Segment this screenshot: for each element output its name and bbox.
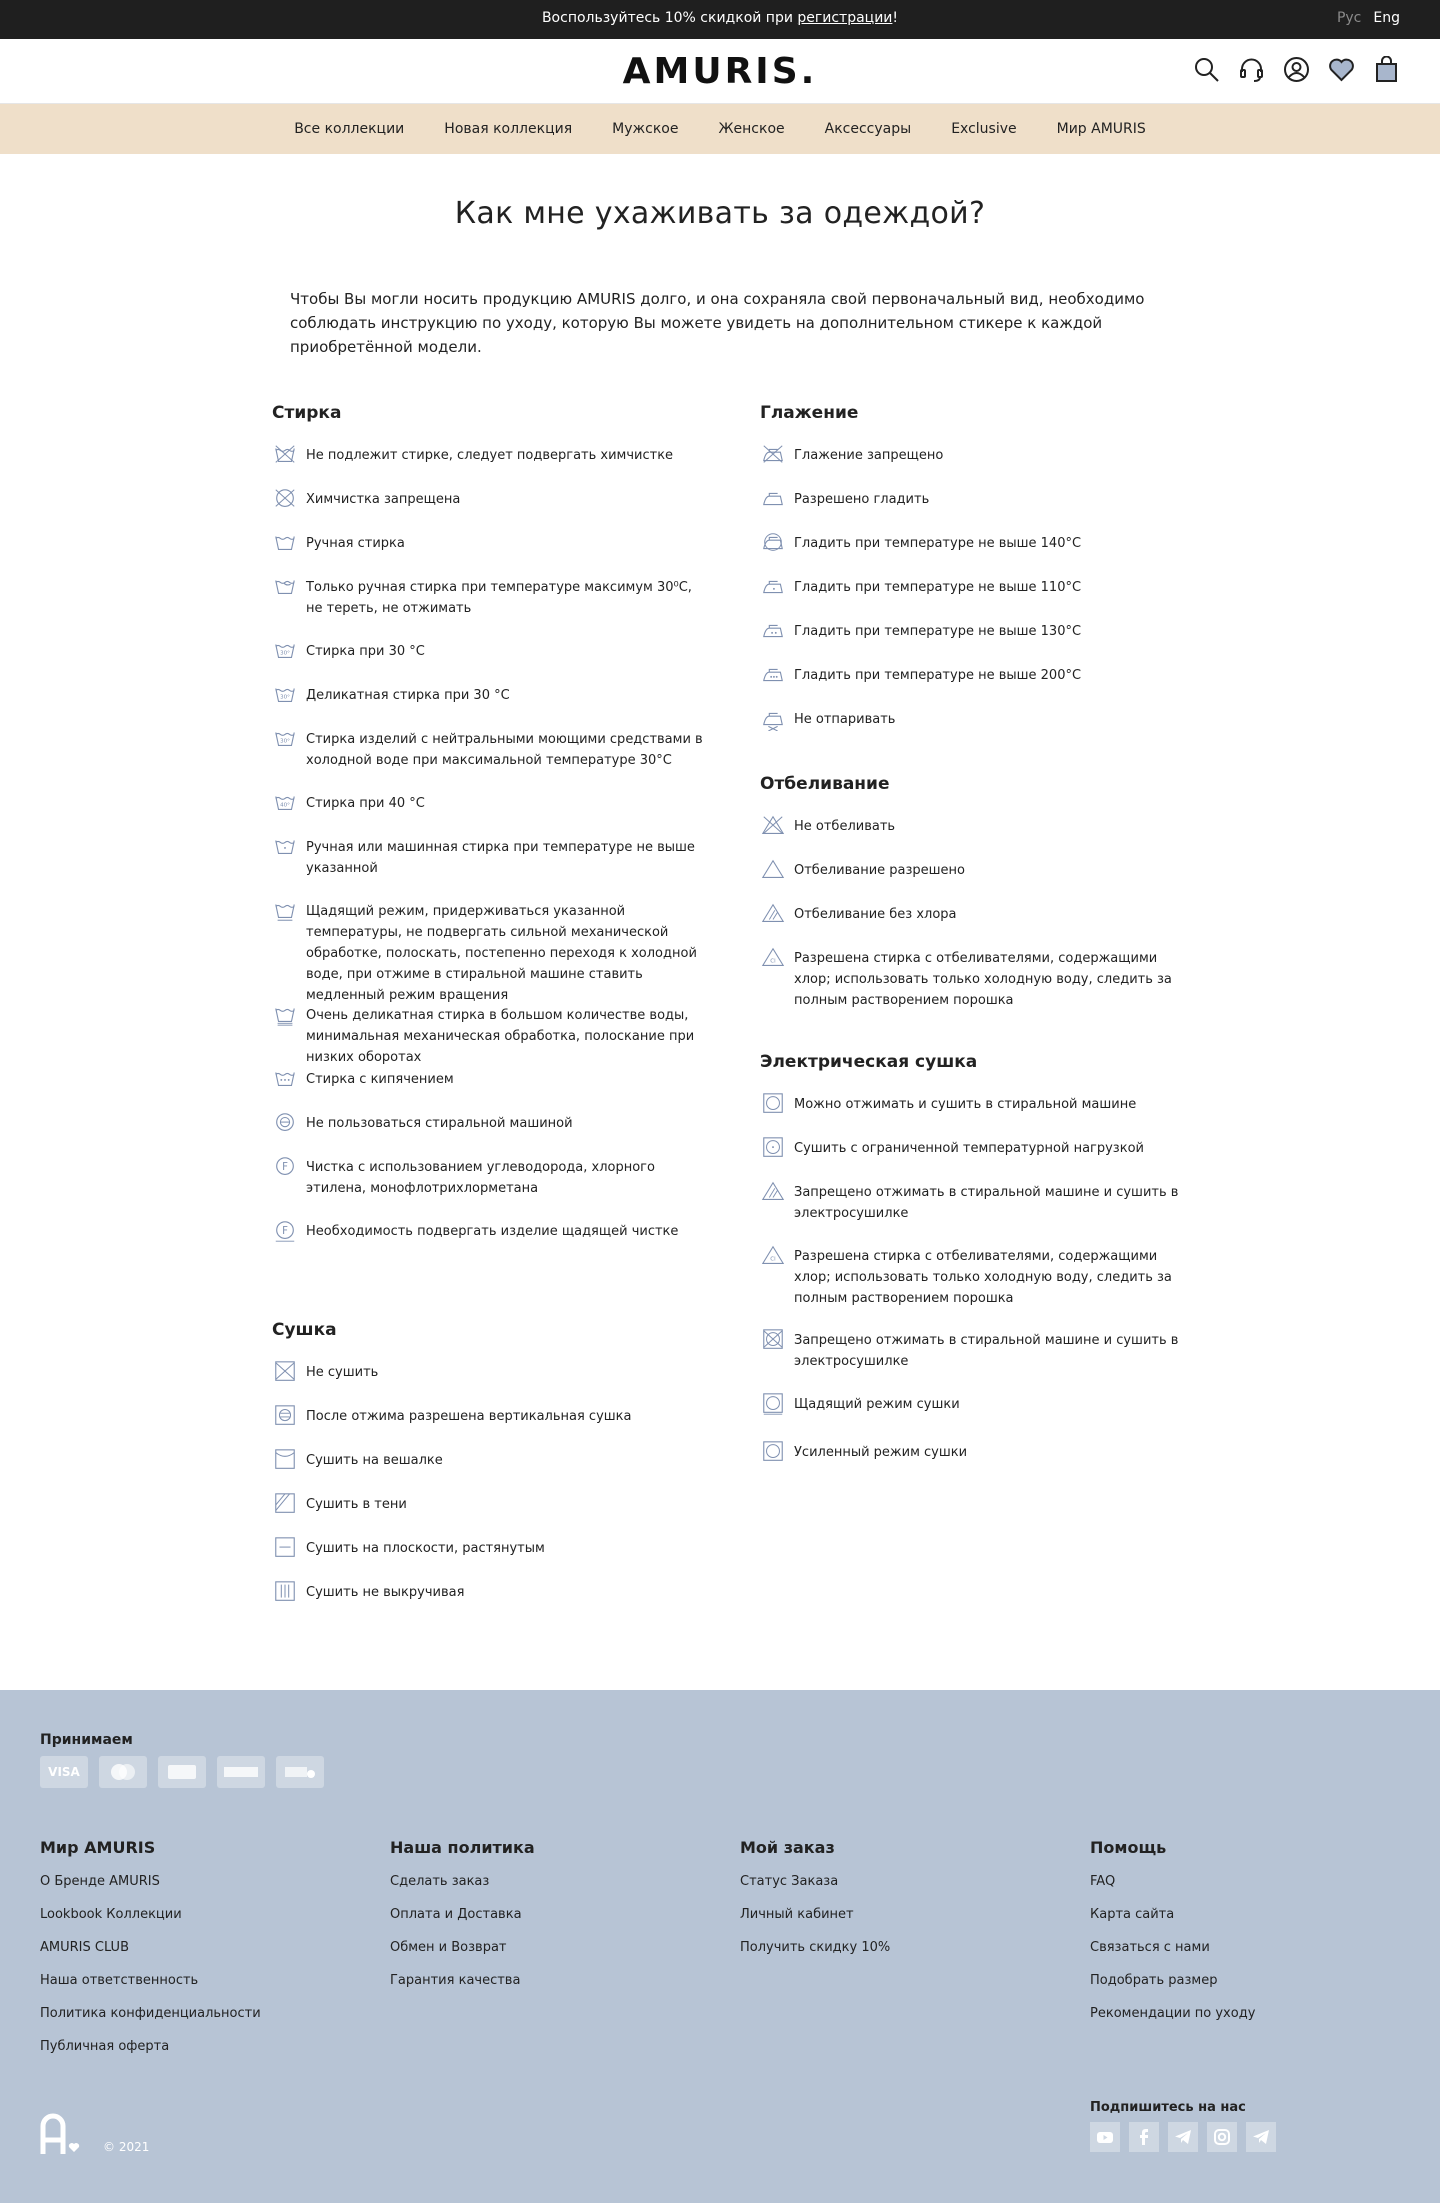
care-item-label: Сушить на плоскости, растянутым (306, 1541, 545, 1556)
care-item (272, 1157, 706, 1199)
register-link[interactable]: регистрации (797, 10, 893, 26)
section-title: Стирка (272, 403, 342, 423)
footer-link-offer[interactable]: Публичная оферта (40, 2039, 170, 2054)
care-item (760, 1094, 1194, 1116)
care-item (760, 665, 1194, 687)
footer-link-lookbook[interactable]: Lookbook Коллекции (40, 1907, 182, 1922)
care-item-label: Гладить при температуре не выше 130°C (794, 624, 1082, 639)
payment-methods (40, 1756, 324, 1788)
care-item (272, 577, 706, 619)
care-item (760, 1394, 1194, 1416)
drip-dry-icon (272, 1580, 298, 1604)
care-item-label: Не отбеливать (794, 819, 896, 834)
footer-link-exchange[interactable]: Обмен и Возврат (390, 1940, 507, 1955)
shade-dry-icon (272, 1492, 298, 1516)
care-item (760, 1442, 1194, 1464)
gentle-wash-icon (272, 899, 298, 923)
svg-text:30°: 30° (280, 650, 290, 657)
footer-link-faq[interactable]: FAQ (1090, 1874, 1116, 1889)
hand-machine-wash-icon (272, 835, 298, 859)
care-item (272, 445, 706, 467)
no-steam-icon (760, 707, 786, 731)
care-item (272, 1494, 706, 1516)
care-item (272, 793, 706, 815)
care-item-label: Отбеливание без хлора (794, 907, 957, 922)
mastercard-icon (99, 1756, 147, 1788)
no-tumble-dry-icon (760, 1180, 786, 1204)
care-item (760, 533, 1194, 555)
visa-icon: VISA (40, 1756, 88, 1788)
care-item (272, 729, 706, 771)
footer-col-world (40, 1838, 261, 2058)
no-machine-wash-icon (272, 1111, 298, 1135)
site-footer (0, 1690, 1440, 2203)
footer-col-my-order (740, 1838, 890, 1959)
footer-link-order[interactable]: Сделать заказ (390, 1874, 490, 1889)
copyright: © 2021 (103, 2140, 150, 2154)
footer-link-account[interactable]: Личный кабинет (740, 1907, 854, 1922)
heart-icon[interactable] (1328, 56, 1355, 83)
section-iron (760, 403, 1200, 727)
care-item-label: Стирка при 40 °C (306, 796, 425, 811)
care-item-label: Разрешено гладить (794, 492, 930, 507)
delicate-wash-30-icon (272, 683, 298, 707)
nav-women[interactable]: Женское (718, 121, 785, 137)
yandex-money-icon (276, 1756, 324, 1788)
care-item-label: Сушить на вешалке (306, 1453, 443, 1468)
language-switcher (1325, 10, 1400, 26)
brand-logo[interactable]: AMURIS. (622, 51, 818, 92)
cart-icon[interactable] (1373, 56, 1400, 83)
care-item-label: Чистка с использованием углеводорода, хлорного этилена, монофлотрихлорметана (306, 1160, 655, 1196)
search-icon[interactable] (1193, 56, 1220, 83)
care-item (272, 641, 706, 663)
footer-link-payment-delivery[interactable]: Оплата и Доставка (390, 1907, 522, 1922)
care-item-label: Отбеливание разрешено (794, 863, 966, 878)
care-item-label: Ручная стирка (306, 536, 405, 551)
footer-col-help (1090, 1838, 1255, 2025)
care-item-label: Химчистка запрещена (306, 492, 461, 507)
neutral-wash-30-icon (272, 727, 298, 751)
iron-130-icon (760, 619, 786, 643)
care-item-label: Сушить в тени (306, 1497, 407, 1512)
care-item-label: Не сушить (306, 1365, 379, 1380)
iron-140-icon (760, 531, 786, 555)
care-item (272, 1005, 706, 1068)
care-item-label: Стирка с кипячением (306, 1072, 454, 1087)
amex-icon (217, 1756, 265, 1788)
svg-text:30°: 30° (280, 738, 290, 745)
tumble-dry-icon (760, 1092, 786, 1116)
instagram-icon[interactable] (1207, 2122, 1237, 2152)
footer-link-quality[interactable]: Гарантия качества (390, 1973, 521, 1988)
care-item (760, 1182, 1194, 1224)
dry-clean-f-icon (272, 1155, 298, 1179)
care-item (272, 1221, 706, 1243)
footer-link-responsibility[interactable]: Наша ответственность (40, 1973, 199, 1988)
care-item (272, 1113, 706, 1135)
care-item-label: Гладить при температуре не выше 200°C (794, 668, 1082, 683)
facebook-icon[interactable] (1129, 2122, 1159, 2152)
lang-ru[interactable]: Рус (1336, 10, 1362, 26)
iron-110-icon (760, 575, 786, 599)
care-item-label: Стирка при 30 °C (306, 644, 425, 659)
care-item-label: Запрещено отжимать в стиральной машине и сушить в электросушилке (794, 1333, 1179, 1369)
nav-new-collection[interactable]: Новая коллекция (444, 121, 573, 137)
footer-col-title: Помощь (1090, 1838, 1167, 1857)
promo-end: ! (892, 10, 899, 26)
care-item (272, 489, 706, 511)
no-wash-icon (272, 443, 298, 467)
site-header (0, 39, 1440, 104)
wash-40-icon (272, 791, 298, 815)
section-bleach (760, 774, 1200, 1008)
non-chlorine-bleach-icon (760, 902, 786, 926)
section-dry (272, 1320, 712, 1600)
care-item (760, 489, 1194, 511)
care-item-label: Деликатная стирка при 30 °C (306, 688, 510, 703)
care-item-label: Необходимость подвергать изделие щадящей чистке (306, 1224, 679, 1239)
care-item-label: Очень деликатная стирка в большом количестве воды, минимальная механическая обработка, полоскание при низких оборотах (306, 1008, 695, 1065)
telegram-alt-icon[interactable] (1246, 2122, 1276, 2152)
footer-link-order-status[interactable]: Статус Заказа (740, 1874, 839, 1889)
care-item-label: После отжима разрешена вертикальная сушка (306, 1409, 632, 1424)
section-title: Глажение (760, 403, 859, 423)
care-item (272, 1538, 706, 1560)
care-item (272, 1450, 706, 1472)
care-item (760, 445, 1194, 467)
footer-link-care[interactable]: Рекомендации по уходу (1090, 2006, 1256, 2021)
social-links (1090, 2122, 1276, 2152)
section-wash (272, 403, 712, 1239)
no-bleach-icon (760, 814, 786, 838)
wash-30-icon (272, 639, 298, 663)
svg-text:Cl: Cl (770, 1256, 776, 1263)
care-item-label: Не отпаривать (794, 712, 896, 727)
telegram-icon[interactable] (1168, 2122, 1198, 2152)
chlorine-bleach-icon (760, 946, 786, 970)
intro-text: Чтобы Вы могли носить продукцию AMURIS долго, и она сохраняла свой первоначальный вид, необходимо соблюдать инструкцию по уходу, которую Вы можете увидеть на дополнительном стикере к каждой приобретённой модели. (290, 290, 1145, 356)
no-dry-clean-icon (272, 487, 298, 511)
care-item (760, 1138, 1194, 1160)
care-item-label: Ручная или машинная стирка при температуре не выше указанной (306, 840, 695, 876)
footer-link-size[interactable]: Подобрать размер (1090, 1973, 1218, 1988)
promo-bar (0, 0, 1440, 39)
hand-wash-icon (272, 531, 298, 555)
svg-text:Cl: Cl (770, 958, 776, 965)
footer-link-club[interactable]: AMURIS CLUB (40, 1940, 129, 1955)
no-dry-icon (272, 1360, 298, 1384)
account-icon[interactable] (1283, 56, 1310, 83)
care-item-label: Гладить при температуре не выше 140°C (794, 536, 1082, 551)
section-electric-dry (760, 1052, 1200, 1460)
no-tumble-dry-alt-icon (760, 1328, 786, 1352)
subscribe-title: Подпишитесь на нас (1090, 2100, 1246, 2115)
very-gentle-wash-icon (272, 1003, 298, 1027)
tumble-dry-low-icon (760, 1136, 786, 1160)
footer-link-about[interactable]: О Бренде AMURIS (40, 1874, 160, 1889)
iron-200-icon (760, 663, 786, 687)
care-item (272, 1362, 706, 1384)
header-actions (1193, 56, 1400, 83)
footer-link-discount[interactable]: Получить скидку 10% (740, 1940, 891, 1955)
care-item (760, 577, 1194, 599)
nav-accessories[interactable]: Аксессуары (824, 121, 912, 137)
youtube-icon[interactable] (1090, 2122, 1120, 2152)
footer-col-title: Мир AMURIS (40, 1838, 156, 1857)
care-item-label: Не пользоваться стиральной машиной (306, 1116, 573, 1131)
intensive-tumble-dry-icon (760, 1440, 786, 1464)
footer-logo-icon[interactable] (40, 2112, 84, 2156)
care-item (760, 1246, 1194, 1309)
headset-icon[interactable] (1238, 56, 1265, 83)
svg-text:F: F (282, 1225, 288, 1237)
section-title: Электрическая сушка (760, 1052, 978, 1072)
footer-col-policy (390, 1838, 535, 1992)
care-item (760, 948, 1194, 1011)
care-item-label: Усиленный режим сушки (794, 1445, 968, 1460)
line-dry-icon (272, 1448, 298, 1472)
iron-allowed-icon (760, 487, 786, 511)
svg-text:F: F (282, 1161, 288, 1173)
care-item-label: Не подлежит стирке, следует подвергать химчистке (306, 448, 674, 463)
footer-link-contact[interactable]: Связаться с нами (1090, 1940, 1210, 1955)
care-item (760, 860, 1194, 882)
svg-text:40°: 40° (280, 802, 290, 809)
gentle-tumble-dry-icon (760, 1392, 786, 1416)
flat-dry-icon (272, 1536, 298, 1560)
care-item (272, 1069, 706, 1091)
nav-men[interactable]: Мужское (612, 121, 679, 137)
vertical-dry-icon (272, 1404, 298, 1428)
care-item-label: Можно отжимать и сушить в стиральной машине (794, 1097, 1137, 1112)
mir-icon (158, 1756, 206, 1788)
care-item-label: Сушить с ограниченной температурной нагрузкой (794, 1141, 1144, 1156)
payments-title: Принимаем (40, 1732, 133, 1748)
nav-exclusive[interactable]: Exclusive (951, 121, 1017, 137)
promo-text: Воспользуйтесь 10% скидкой при (541, 10, 798, 26)
care-item-label: Гладить при температуре не выше 110°C (794, 580, 1082, 595)
promo-message (0, 10, 1440, 26)
footer-link-sitemap[interactable]: Карта сайта (1090, 1907, 1175, 1922)
care-item (760, 1330, 1194, 1372)
care-item-label: Глажение запрещено (794, 448, 944, 463)
care-item (272, 1582, 706, 1604)
care-item (760, 816, 1194, 838)
care-item (272, 1406, 706, 1428)
care-item-label: Сушить не выкручивая (306, 1585, 465, 1600)
care-item-label: Только ручная стирка при температуре максимум 30⁰С, не тереть, не отжимать (306, 580, 692, 616)
section-title: Отбеливание (760, 774, 890, 794)
hand-wash-30-icon (272, 575, 298, 599)
care-item-label: Стирка изделий с нейтральными моющими средствами в холодной воде при максимальной температуре 30°C (306, 732, 703, 768)
care-item (760, 904, 1194, 926)
care-item-label: Разрешена стирка с отбеливателями, содержащими хлор; использовать только холодную воду, следить за полным растворением порошка (794, 951, 1172, 1008)
footer-link-privacy[interactable]: Политика конфиденциальности (40, 2006, 261, 2021)
svg-text:30°: 30° (280, 694, 290, 701)
bleach-allowed-icon (760, 858, 786, 882)
chlorine-bleach-alt-icon (760, 1244, 786, 1268)
nav-all-collections[interactable]: Все коллекции (294, 121, 405, 137)
nav-amuris-world[interactable]: Мир AMURIS (1056, 121, 1146, 137)
main-nav (0, 104, 1440, 154)
care-item-label: Запрещено отжимать в стиральной машине и сушить в электросушилке (794, 1185, 1179, 1221)
care-item (272, 685, 706, 707)
care-item-label: Щадящий режим сушки (794, 1397, 960, 1412)
no-iron-icon (760, 443, 786, 467)
footer-col-title: Наша политика (390, 1838, 535, 1857)
care-item-label: Щадящий режим, придерживаться указанной температуры, не подвергать сильной механической обработке, полоскать, постепенно переходя к холодной воде, при отжиме в стиральной машине ставить медленный режим вращения (306, 904, 697, 1003)
care-item-label: Разрешена стирка с отбеливателями, содержащими хлор; использовать только холодную воду, следить за полным растворением порошка (794, 1249, 1172, 1306)
care-item (272, 533, 706, 555)
lang-en[interactable]: Eng (1373, 10, 1400, 26)
care-item (272, 901, 706, 1006)
boil-wash-icon (272, 1067, 298, 1091)
care-item (760, 709, 1194, 731)
section-title: Сушка (272, 1320, 337, 1340)
care-item (760, 621, 1194, 643)
gentle-dry-clean-f-icon (272, 1219, 298, 1243)
care-item (272, 837, 706, 879)
footer-col-title: Мой заказ (740, 1838, 835, 1857)
page-title: Как мне ухаживать за одеждой? (454, 196, 986, 231)
